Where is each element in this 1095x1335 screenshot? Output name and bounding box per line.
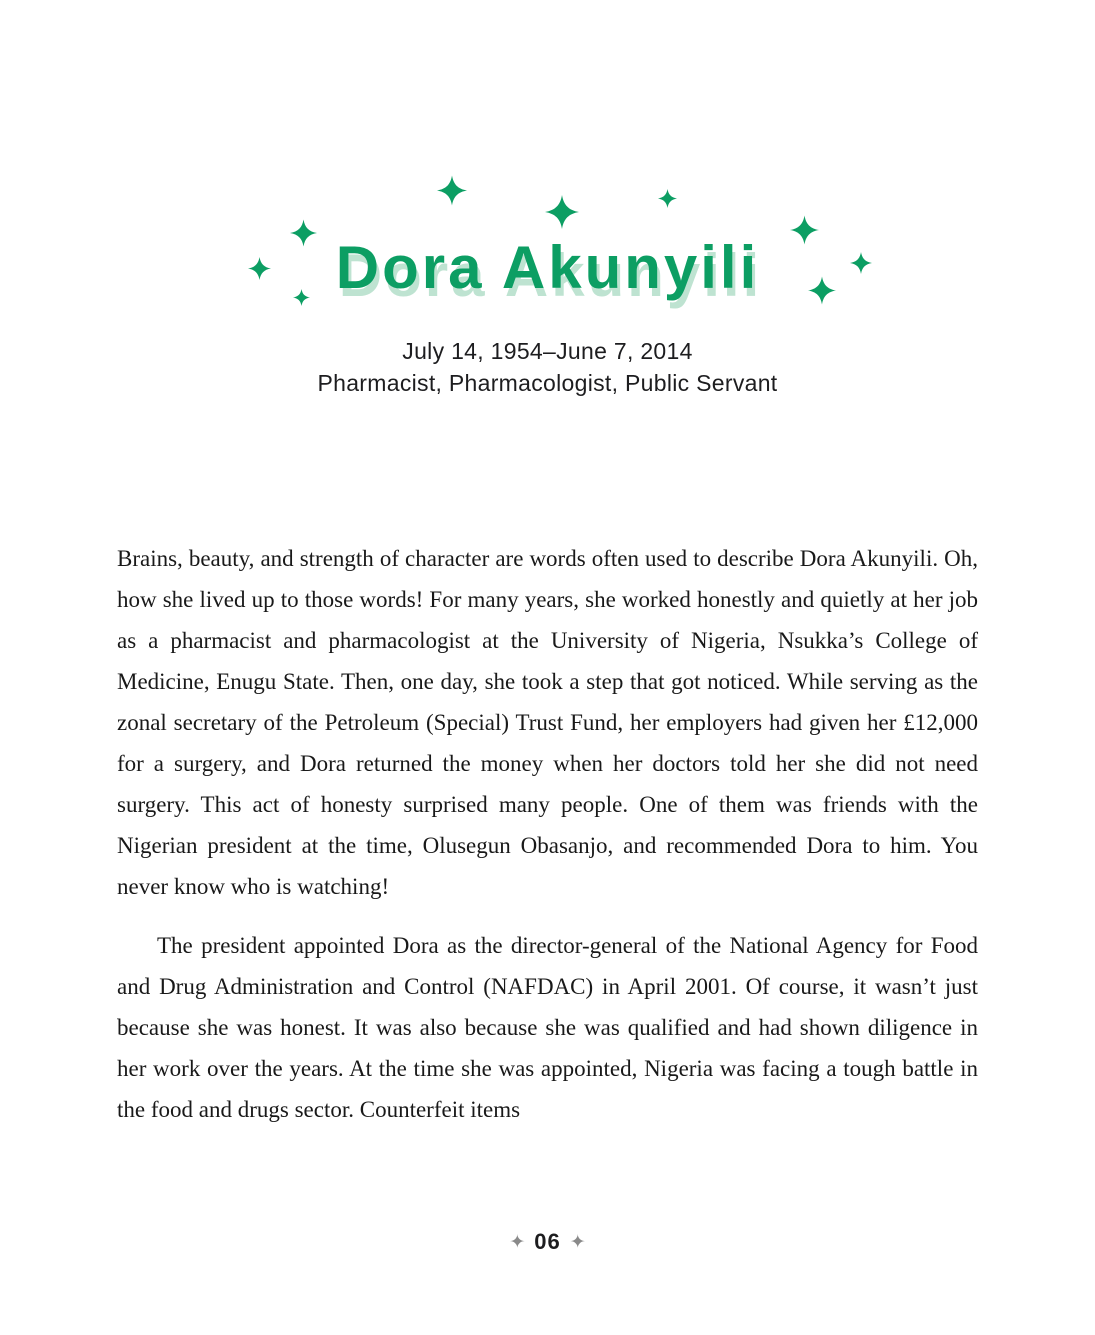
page-footer — [0, 1231, 1095, 1253]
paragraph-1: Brains, beauty, and strength of character are words often used to describe Dora Akunyili. Oh, how she lived up to those words! For many years, she worked honestly and quietly at her job as a pharmacist and pharmacologist at the University of Nigeria, Nsukka’s College of Medicine, Enugu State. Then, one day, she took a step that got noticed. While serving as the zonal secretary of the Petroleum (Special) Trust Fund, her employers had given her £12,000 for a surgery, and Dora returned the money when her doctors told her she did not need surgery. This act of honesty surprised many people. One of them was friends with the Nigerian president at the time, Olusegun Obasanjo, and recommended Dora to him. You never know who is watching! — [117, 546, 978, 899]
life-dates: July 14, 1954–June 7, 2014 — [402, 338, 693, 364]
page-number: 06 — [534, 1229, 561, 1254]
sparkle-icon — [437, 174, 467, 207]
sparkle-icon: ✦ — [569, 1231, 586, 1253]
roles-subtitle: Pharmacist, Pharmacologist, Public Servant — [317, 370, 778, 396]
page-title: Dora Akunyili — [335, 234, 760, 301]
sparkle-icon — [658, 188, 677, 209]
sparkle-icon: ✦ — [509, 1231, 526, 1253]
sparkle-icon — [545, 191, 579, 233]
paragraph-2: The president appointed Dora as the director-general of the National Agency for Food and Drug Administration and Control (NAFDAC) in April 2001. Of course, it wasn’t just because she was honest. It was also because she was qualified and had shown diligence in her work over the years. At the time she was appointed, Nigeria was facing a tough battle in the food and drugs sector. Counterfeit items — [117, 933, 978, 1122]
body-text-block — [117, 538, 978, 1130]
